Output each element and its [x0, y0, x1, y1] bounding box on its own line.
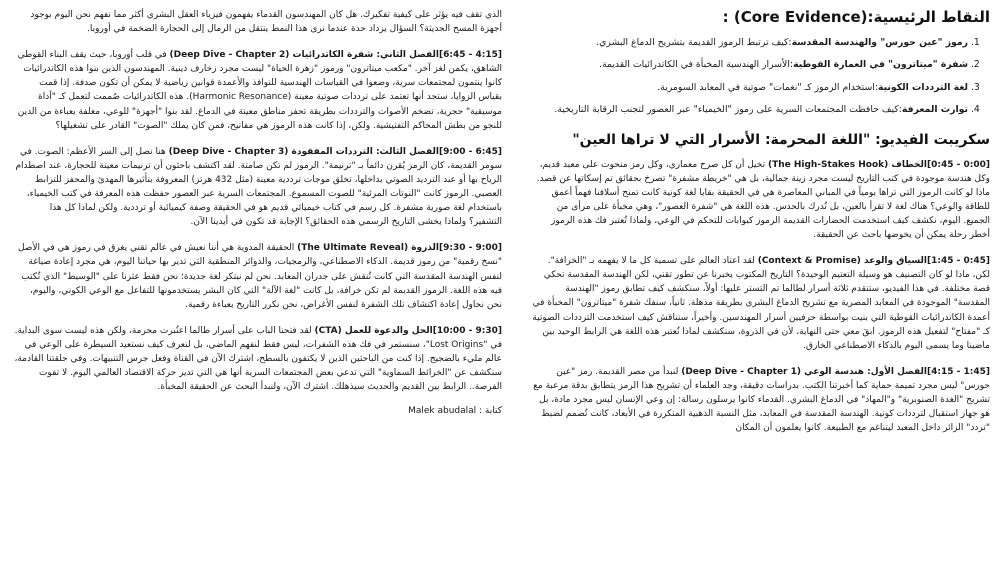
right-column	[530, 8, 990, 567]
core-point-text: :استخدام الرموز كـ "نغمات" صوتية في المعابد السومرية.	[657, 81, 878, 93]
script-section	[14, 241, 502, 311]
section-tag: السياق والوعد (Context & Promise)	[757, 256, 927, 267]
section-tag: الفصل الثالث: الترددات المفقودة (Deep Dive - Chapter 3)	[168, 146, 439, 157]
section-text: الذي تقف فيه يؤثر على كيفية تفكيرك. هل كان المهندسون القدماء يفهمون فيزياء العقل البشري أكثر مما نفهم نحن اليوم بوجود أجهزة المسح الحديثة؟ السؤال يزداد حدة عندما نرى هذا النمط ينتقل من الرمال إلى الحجارة الضخمة في أوروبا.	[30, 10, 502, 35]
section-text: تخيل أن كل صرح معماري، وكل رمز منحوت على معبد قديم، وكل هندسة موجودة في كتب التاريخ ليست مجرد زينة جمالية، بل هي "خريطة مشفرة" تصرخ بحقائق تم إسكاتها عن قصد. ماذا لو كانت الرموز التي تراها يومياً في المباني المعاصرة هي في الحقيقة بقايا لغة كونية كانت تمنح أسلافنا فهماً أعمق للطاقة والوعي؟ هناك لغة لا تقرأ بالعين، بل تُدرك بالحدس. هذه اللغة هي "شفرة العصور"، وهي مخبأة على مرأى من الجميع. اليوم، نكشف كيف استخدمت الحضارات القديمة الرموز كبوابات للتحكم في الوعي، ولماذا تُعتبر فك هذه الرموز أخطر رحلة يمكن أن يخوضها باحث عن الحقيقة.	[536, 159, 990, 241]
section-time: [9:00 - 9:30]	[438, 243, 502, 254]
section-text: الحقيقة المدوية هي أننا نعيش في عالم تقني يغرق في رموز هي في الأصل "نسخ رقمية" من رموز قديمة. الذكاء الاصطناعي، والرمجيات، والدوائر المنطقية التي تدير بها حياتنا اليوم، هي مجرد إعادة صياغة لنفس الهندسة المقدسة التي كانت تُنقش على جدران المعابد. نحن لم نبتكر لغة جديدة؛ نحن فقط عثرنا على "الوسيط" الذي تُكتب فيه هذه اللغة. الرموز القديمة لم تكن خرافة، بل كانت "لغة الآلة" التي كان البشر يستخدمونها للتفاعل مع الوعي الكوني، واليوم، نحن نحاول إعادة اكتشاف تلك الشفرة لنفس الأغراض، نحن نكرر التاريخ بعباءة رقمية.	[17, 243, 502, 310]
section-text: لقد فتحنا الباب على أسرار طالما اعتُبرت محرمة، ولكن هذه ليست سوى البداية. في "Lost Origins"، سنستمر في فك هذه الشفرات، ليس فقط لنفهم الماضي، بل لنعرف كيف نستعيد السيطرة على الوعي في عالم مليء بالضجيج. إذا كنت من الباحثين الذين لا يكتفون بالسطح، اشترك الآن في القناة وفعل جرس التنبيهات. وفي حلقتنا القادمة، سنكشف عن "الخرائط السماوية" التي تدعي بعض المجتمعات السرية أنها هي التي تدير حركة الاقتصاد العالمي اليوم. لا تفوت الفرصة.. الرابط بين القديم والحديث سيذهلك. اشترك الآن، ولنبدأ البحث عن الحقيقة المخبأة.	[14, 325, 502, 393]
core-evidence-title: النقاط الرئيسية:(Core Evidence) :	[722, 8, 990, 26]
core-point-text: :كيف حافظت المجتمعات السرية على رموز "الخيمياء" عبر العصور لتجنب الرقابة التاريخية.	[554, 104, 902, 116]
core-point	[530, 81, 968, 95]
author-credit: كتابة : Malek abudalal	[408, 406, 502, 417]
script-section	[14, 8, 502, 36]
section-text: هنا نصل إلى السر الأعظم: الصوت. في سومر القديمة، كان الرمز يُقرن دائماً بـ "ترنيمة". الرموز لم تكن صامتة. لقد اكتشف باحثون أن ترنيمات معينة للحجارة، عند اصطدام الرياح بها أو عند الترديد الصوتي بداخلها، تخلق موجات ترددية معينة (مثل 432 هرتز) المعروفة بتأثيرها المهدئ والمحفز للترابط العصبي. الرموز كانت "النوتات المرئية" للصوت المسموع. المجتمعات السرية عبر العصور حفظت هذه المعرفة في كتب الخيمياء، باستخدام لغة صورية مشفرة. كل رسم في كتاب خيميائي قديم هو في الحقيقة وصفة كيميائية أو ترددية. ولكن لماذا كل هذا التشفير؟ ولماذا يخشى التاريخ الرسمي هذه الحقائق؟ الإجابة قد تكون في أيدينا الآن.	[15, 146, 502, 228]
section-text: لقد اعتاد العالم على تسمية كل ما لا يفهمه بـ "الخرافة". لكن، ماذا لو كان التصنيف هو وسيلة التعتيم الوحيدة؟ التاريخ المكتوب يخبرنا عن تطور تقني، لكن الهندسة المقدسة تحكي قصة مختلفة. في هذا الفيديو، ستتقدم ثلاثة أسرار لطالما تم التستر عليها: أولاً، سنكشف كيف تطابق رموز "الهندسة المقدسة" الموجودة في المعابد المصرية مع تشريح الدماغ البشري بطريقة مذهلة. ثانياً، سنفك شفرة "ميتاترون" المخبأة في أعمدة الكاتدرائيات القوطية التي بنيت بواسطة حرفيين أسرار المهندسين. وأخيراً، سنناقش كيف استخدمت الترددات الصوتية كـ "مفتاح" لتفعيل هذه الرموز. ابقَ معي حتى النهاية، لأن في الذروة، سنكشف لماذا تُعتبر هذه اللغة هي الرابط الوحيد بين ماضينا وما يسمى اليوم بالذكاء الاصطناعي الخارق.	[532, 256, 990, 351]
section-time: [9:30 - 10:00]	[432, 325, 502, 336]
core-point	[530, 58, 968, 72]
section-tag: الفصل الأول: هندسة الوعي (Deep Dive - Chapter 1)	[681, 366, 927, 377]
core-point-term: توارث المعرفة	[901, 104, 968, 116]
core-point	[530, 36, 968, 50]
section-tag: الفصل الثاني: شفرة الكاتدرائيات (Deep Dive - Chapter 2)	[169, 50, 439, 61]
section-tag: الخطاف (The High-Stakes Hook)	[767, 159, 927, 170]
left-column	[14, 8, 502, 567]
section-time: [1:45 - 4:15]	[926, 366, 990, 377]
script-section	[530, 158, 990, 243]
section-text: لنبدأ من مصر القديمة. رمز "عين حورس" ليس مجرد تميمة حماية كما أخبرتنا الكتب. بدراسات دقيقة، وجد العلماء أن تشريح هذا الرمز يتطابق بدقة مرعبة مع تشريح "الغدة الصنوبرية" و"المهاد" في الدماغ البشري. القدماء كانوا يرسلون رسالة: إن وعي الإنسان ليس مجرد مادة، بل هو جهاز استقبال لترددات كونية. الهندسة المقدسة في المعابد، مثل النسبة الذهبية المتكررة في الأبعاد، كانت تُصمم لضبط "تردد" الزائر داخل المعبد ليتناغم مع الطبيعة. كانوا يعلمون أن المكان	[533, 366, 990, 434]
core-point	[530, 103, 968, 117]
core-points-list	[530, 36, 990, 118]
core-point-term: شفرة "ميتاترون" في العمارة القوطية	[793, 59, 968, 71]
script-section	[530, 254, 990, 353]
core-point-text: :كيف ترتبط الرموز القديمة بتشريح الدماغ البشري.	[596, 37, 792, 48]
core-point-term: رموز "عين حورس" والهندسة المقدسة	[791, 37, 968, 48]
section-time: [6:45 - 9:00]	[438, 146, 502, 157]
script-title: سكريبت الفيديو: "اللغة المحرمة: الأسرار التي لا تراها العين"	[572, 131, 990, 148]
script-section	[14, 145, 502, 230]
section-text: في قلب أوروبا، حيث يقف البناء القوطي الشاهق، يكمن لغز آخر. "مكعب ميتاترون" ورموز "زهرة الحياة" ليست مجرد زخارف دينية. المهندسون الذين بنوا هذه الكاتدرائيات كانوا ينتمون لمجتمعات سرية، وضعوا في القياسات الهندسية للنوافذ والأعمدة قوانين رياضية لا يمكن أن تكون صدفة. إذا قمت بقياس الزوايا، ستجد أنها تعتمد على ترددات صوتية معينة (Harmonic Resonance). هذه الكاتدرائيات صُممت لتعمل كـ "أداة موسيقية" حجرية، تضخم الأصوات والترددات بطريقة تحفز مناطق معينة في الدماغ. لقد بنوا "أجهزة" للوعي، مغلفة بعباءة من الدين للنجو من بطش المحاكم التفتيشية. ولكن، إذا كانت هذه الرموز هي مفاتيح، فمن كان يملك "الصوت" القادر على تشغيلها؟	[17, 50, 502, 131]
script-section	[14, 48, 502, 133]
section-tag: الذروة (The Ultimate Reveal)	[297, 243, 439, 254]
section-time: [0:45 - 1:45]	[926, 256, 990, 267]
section-time: [0:00 - 0:45]	[926, 159, 990, 170]
section-tag: الحل والدعوة للعمل (CTA)	[314, 325, 433, 336]
core-point-text: :الأسرار الهندسية المخبأة في الكاتدرائيات القديمة.	[599, 59, 794, 71]
script-section	[530, 365, 990, 435]
script-section	[14, 324, 502, 394]
section-time: [4:15 - 6:45]	[438, 50, 502, 61]
core-point-term: لغة الترددات الكونية	[877, 81, 968, 93]
